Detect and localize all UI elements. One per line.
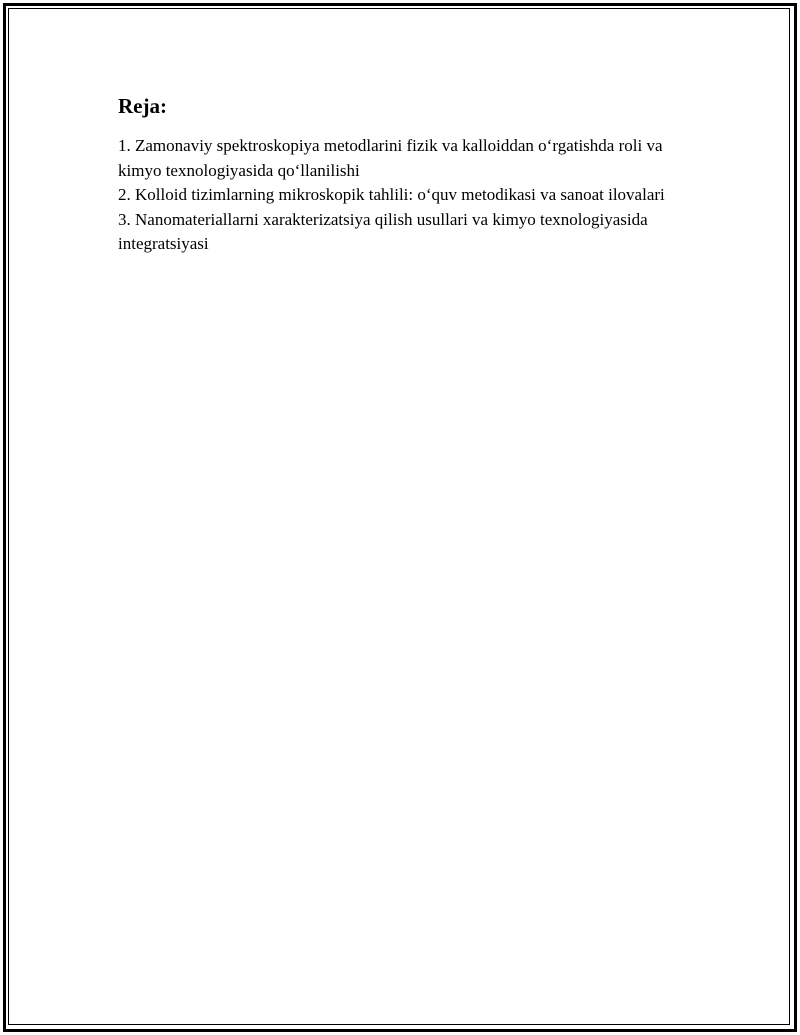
plan-item-3: 3. Nanomateriallarni xarakterizatsiya qilish usullari va kimyo texnologiyasida integratsiyasi	[118, 209, 648, 253]
document-content	[118, 92, 698, 257]
plan-item-1: 1. Zamonaviy spektroskopiya metodlarini fizik va kalloiddan o‘rgatishda roli va kimyo texnologiyasida qo‘llanilishi	[118, 136, 663, 180]
plan-heading: Reja:	[118, 94, 167, 118]
plan-list	[118, 134, 698, 257]
plan-item-2: 2. Kolloid tizimlarning mikroskopik tahlili: o‘quv metodikasi va sanoat ilovalari	[118, 185, 665, 204]
